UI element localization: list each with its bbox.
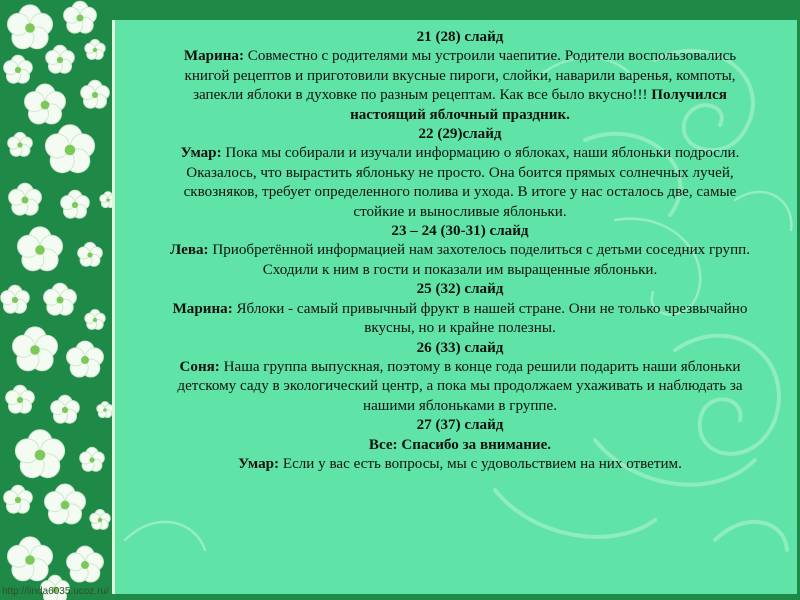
flower-icon: [25, 84, 66, 124]
flower-icon: [67, 546, 104, 582]
bold-text: Умар:: [180, 145, 222, 162]
text: Пока мы собирали и изучали информацию о яблоках, наши яблоньки подросли.: [221, 145, 740, 162]
bold-text: Умар:: [238, 455, 280, 472]
flower-icon: [85, 310, 105, 330]
bold-text: Марина:: [183, 48, 244, 65]
flower-icon: [4, 55, 33, 83]
text-line: [112, 183, 797, 202]
text-line: [112, 436, 797, 455]
text-line: [112, 358, 797, 377]
flower-icon: [46, 45, 75, 73]
bold-text: 27 (37) слайд: [416, 417, 504, 434]
text-line: [112, 397, 797, 416]
flower-icon: [8, 5, 53, 49]
text: Оказалось, что вырастить яблоньку не просто. Она боится прямых солнечных лучей,: [186, 164, 734, 181]
bold-text: Марина:: [172, 300, 233, 317]
text: стойкие и выносливые яблоньки.: [353, 203, 567, 220]
text-line: [112, 377, 797, 396]
flower-icon: [9, 183, 42, 215]
text-line: [112, 416, 797, 435]
text: запекли яблоки в духовке по разным рецептам. Как все было вкусно!!!: [193, 87, 652, 104]
watermark-url: http://linda6035.ucoz.ru/: [2, 586, 109, 597]
flower-icon: [44, 283, 77, 315]
text: детскому саду в экологический центр, а пока мы продолжаем ухаживать и наблюдать за: [177, 378, 743, 395]
flower-icon: [8, 537, 53, 581]
text-line: [112, 261, 797, 280]
flower-icon: [61, 190, 90, 218]
text-line: [112, 67, 797, 86]
text: Сходили к ним в гости и показали им выращенные яблоньки.: [262, 261, 658, 278]
text-line: [112, 241, 797, 260]
text-line: [112, 106, 797, 125]
text: Если у вас есть вопросы, мы с удовольствием на них ответим.: [279, 455, 682, 472]
flower-icon: [15, 430, 64, 478]
text: Приобретённой информацией нам захотелось поделиться с детьми соседних групп.: [208, 242, 751, 259]
flower-icon: [18, 227, 63, 271]
text-line: [112, 86, 797, 105]
flower-icon: [51, 395, 80, 423]
text: Наша группа выпускная, поэтому в конце года решили подарить наши яблоньки: [219, 358, 741, 375]
bold-text: настоящий яблочный праздник.: [350, 106, 570, 123]
text-line: [112, 203, 797, 222]
text-line: [112, 125, 797, 144]
bold-text: 22 (29)слайд: [418, 126, 502, 143]
bold-text: Соня:: [179, 358, 220, 375]
bold-text: Лева:: [169, 242, 209, 259]
text: сквозняков, требует определенного полива и ухода. В итоге у нас осталось две, самые: [183, 184, 737, 201]
text-line: [112, 455, 797, 474]
text: Яблоки - самый привычный фрукт в нашей стране. Они не только чрезвычайно: [232, 300, 748, 317]
flower-icon: [45, 125, 94, 173]
flower-icon: [13, 327, 58, 371]
text: Совместно с родителями мы устроили чаепитие. Родители воспользовались: [243, 48, 737, 65]
flower-icon: [80, 447, 105, 471]
text: книгой рецептов и приготовили вкусные пироги, слойки, наварили варенья, компоты,: [184, 67, 736, 84]
text-line: [112, 280, 797, 299]
slide-script-text: [112, 28, 797, 474]
text: нашими яблоньками в группе.: [363, 397, 557, 414]
text-line: [112, 28, 797, 47]
bold-text: 23 – 24 (30-31) слайд: [391, 223, 529, 240]
text-line: [112, 222, 797, 241]
flower-icon: [67, 341, 104, 377]
flower-icon: [90, 510, 110, 530]
bold-text: Получился: [651, 87, 727, 104]
bold-text: 26 (33) слайд: [416, 339, 504, 356]
text-line: [112, 47, 797, 66]
flower-icon: [45, 484, 86, 524]
bold-text: 21 (28) слайд: [416, 29, 504, 45]
text: вкусны, но и крайне полезны.: [364, 320, 556, 337]
flower-icon: [4, 485, 33, 513]
flower-icon: [6, 385, 35, 413]
bold-text: Все: Спасибо за внимание.: [368, 436, 552, 453]
flower-icon: [1, 285, 30, 313]
text-line: [112, 300, 797, 319]
flower-icon: [8, 132, 33, 156]
text-line: [112, 319, 797, 338]
flower-icon: [78, 242, 103, 266]
text-line: [112, 144, 797, 163]
text-line: [112, 339, 797, 358]
flower-icon: [81, 80, 110, 108]
flower-icon: [85, 40, 105, 60]
flower-icon: [97, 402, 113, 418]
text-panel: [112, 20, 797, 594]
text-line: [112, 164, 797, 183]
bold-text: 25 (32) слайд: [416, 281, 504, 298]
flower-icon: [64, 1, 97, 33]
